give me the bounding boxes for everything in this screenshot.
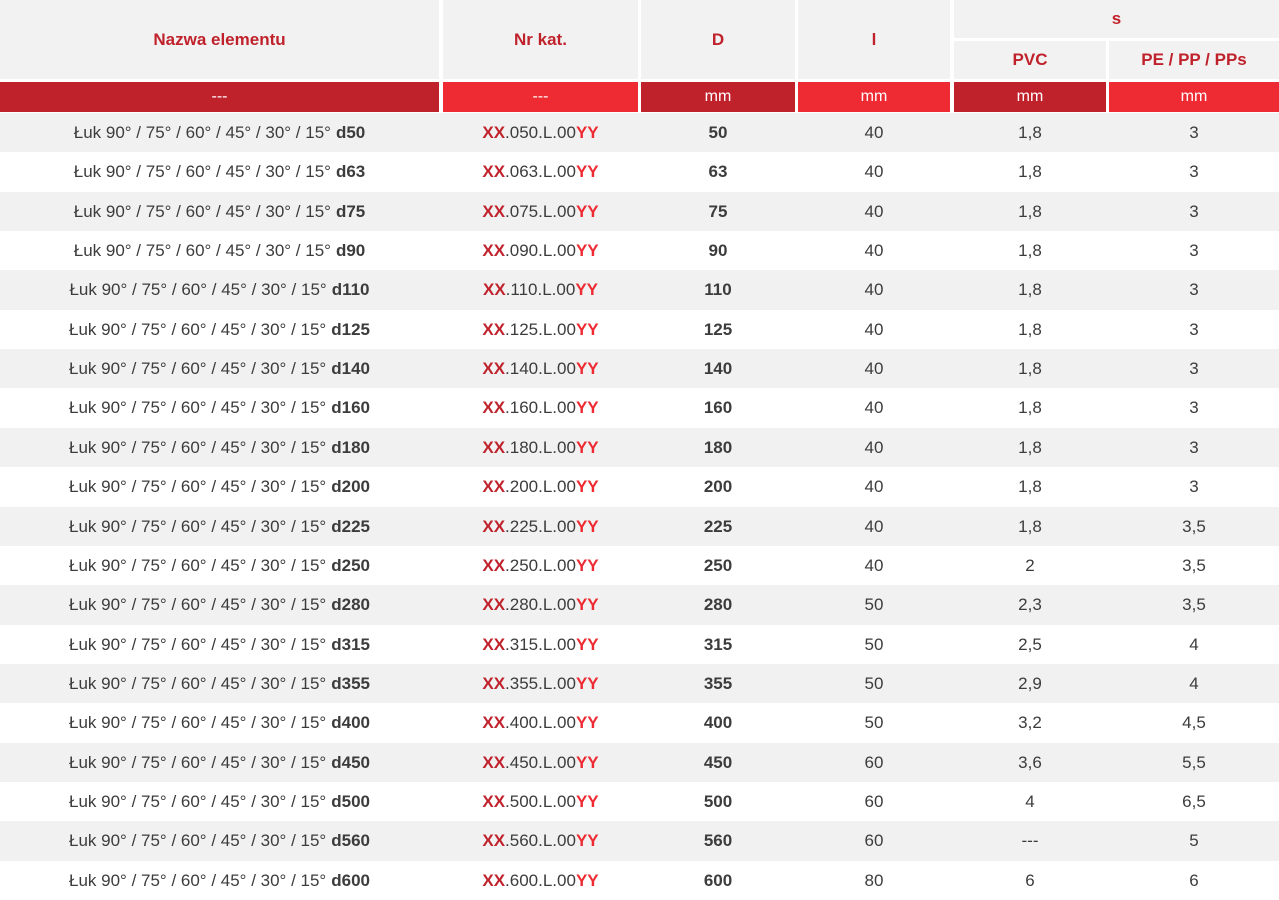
name-text: Łuk 90° / 75° / 60° / 45° / 30° / 15°: [69, 516, 327, 536]
code-suffix: YY: [575, 713, 599, 732]
name-text: Łuk 90° / 75° / 60° / 45° / 30° / 15°: [73, 201, 331, 221]
cell-pvc: 1,8: [1018, 516, 1042, 536]
code-prefix: XX: [482, 280, 506, 299]
code-prefix: XX: [482, 201, 506, 221]
cell-pe: 3: [1189, 437, 1199, 457]
code-mid: .110.L.00: [505, 280, 576, 299]
cell-name: [0, 192, 439, 231]
name-text: Łuk 90° / 75° / 60° / 45° / 30° / 15°: [69, 831, 327, 850]
diameter-label: d63: [335, 162, 366, 181]
cell-l: 40: [864, 240, 884, 260]
header-pe: PE / PP / PPs: [1109, 41, 1279, 79]
code-mid: .160.L.00: [505, 398, 576, 417]
code-prefix: XX: [482, 398, 506, 417]
unit-nrkat: ---: [443, 82, 638, 112]
code-mid: .355.L.00: [505, 673, 576, 693]
code-mid: .450.L.00: [505, 752, 576, 772]
diameter-label: d400: [331, 713, 370, 732]
name-text: Łuk 90° / 75° / 60° / 45° / 30° / 15°: [69, 437, 327, 457]
code-prefix: XX: [482, 831, 506, 850]
cell-d: 160: [703, 398, 733, 417]
cell-catalog-number: [443, 467, 638, 507]
code-mid: .600.L.00: [505, 870, 576, 890]
diameter-label: d90: [335, 240, 366, 260]
cell-pvc: 2,3: [1018, 595, 1042, 614]
code-suffix: YY: [575, 752, 599, 772]
cell-catalog-number: [443, 113, 638, 152]
cell-name: [0, 388, 439, 428]
name-text: Łuk 90° / 75° / 60° / 45° / 30° / 15°: [69, 319, 327, 339]
cell-name: [0, 743, 439, 782]
cell-catalog-number: [443, 349, 638, 388]
name-text: Łuk 90° / 75° / 60° / 45° / 30° / 15°: [69, 358, 327, 378]
code-mid: .050.L.00: [505, 122, 576, 142]
header-l: l: [798, 0, 950, 79]
cell-l: 40: [864, 398, 884, 417]
diameter-label: d200: [331, 477, 370, 496]
cell-catalog-number: [443, 546, 638, 585]
name-text: Łuk 90° / 75° / 60° / 45° / 30° / 15°: [69, 477, 327, 496]
cell-name: [0, 782, 439, 821]
diameter-label: d160: [331, 398, 370, 417]
code-mid: .090.L.00: [505, 240, 576, 260]
cell-d: 90: [708, 240, 728, 260]
cell-l: 50: [864, 673, 884, 693]
diameter-label: d75: [335, 201, 366, 221]
cell-catalog-number: [443, 782, 638, 821]
cell-l: 60: [864, 831, 884, 850]
cell-catalog-number: [443, 861, 638, 900]
cell-d: 63: [708, 162, 728, 181]
cell-catalog-number: [443, 585, 638, 625]
diameter-label: d110: [331, 280, 370, 299]
cell-pe: 4: [1189, 673, 1199, 693]
cell-catalog-number: [443, 310, 638, 349]
cell-pe: 3: [1189, 280, 1199, 299]
cell-l: 40: [864, 162, 884, 181]
cell-catalog-number: [443, 507, 638, 546]
cell-pe: 3,5: [1182, 555, 1206, 575]
diameter-label: d125: [331, 319, 370, 339]
cell-pe: 3: [1189, 201, 1199, 221]
name-text: Łuk 90° / 75° / 60° / 45° / 30° / 15°: [69, 673, 327, 693]
code-prefix: XX: [482, 437, 506, 457]
cell-pe: 4,5: [1182, 713, 1206, 732]
code-suffix: YY: [575, 595, 599, 614]
name-text: Łuk 90° / 75° / 60° / 45° / 30° / 15°: [73, 162, 331, 181]
name-text: Łuk 90° / 75° / 60° / 45° / 30° / 15°: [69, 870, 327, 890]
cell-d: 110: [704, 280, 732, 299]
name-text: Łuk 90° / 75° / 60° / 45° / 30° / 15°: [69, 791, 327, 811]
cell-name: [0, 310, 439, 349]
code-mid: .225.L.00: [505, 516, 576, 536]
code-mid: .200.L.00: [505, 477, 576, 496]
code-prefix: XX: [482, 162, 506, 181]
code-mid: .315.L.00: [505, 634, 576, 654]
cell-pvc: 2: [1025, 555, 1035, 575]
code-prefix: XX: [482, 752, 506, 772]
code-mid: .280.L.00: [505, 595, 576, 614]
code-mid: .250.L.00: [505, 555, 576, 575]
cell-pvc: 1,8: [1018, 122, 1042, 142]
cell-catalog-number: [443, 743, 638, 782]
code-suffix: YY: [575, 437, 599, 457]
code-prefix: XX: [482, 634, 506, 654]
name-text: Łuk 90° / 75° / 60° / 45° / 30° / 15°: [69, 713, 327, 732]
cell-pvc: 3,2: [1018, 713, 1042, 732]
code-mid: .180.L.00: [505, 437, 576, 457]
header-s: s: [954, 0, 1279, 38]
name-text: Łuk 90° / 75° / 60° / 45° / 30° / 15°: [69, 595, 327, 614]
diameter-label: d180: [331, 437, 370, 457]
cell-l: 40: [864, 201, 884, 221]
code-mid: .500.L.00: [505, 791, 576, 811]
diameter-label: d355: [331, 673, 370, 693]
cell-pvc: 1,8: [1018, 319, 1042, 339]
cell-pe: 3: [1189, 358, 1199, 378]
code-prefix: XX: [482, 319, 506, 339]
cell-catalog-number: [443, 270, 638, 310]
cell-catalog-number: [443, 231, 638, 270]
code-mid: .400.L.00: [505, 713, 576, 732]
cell-d: 450: [703, 752, 733, 772]
unit-nazwa: ---: [0, 82, 439, 112]
cell-l: 60: [864, 791, 884, 811]
code-suffix: YY: [575, 673, 599, 693]
cell-d: 250: [703, 555, 733, 575]
cell-pe: 3: [1189, 162, 1199, 181]
cell-pe: 5: [1189, 831, 1199, 850]
cell-pvc: 6: [1025, 870, 1035, 890]
code-prefix: XX: [482, 870, 506, 890]
cell-pvc: 1,8: [1018, 437, 1042, 457]
diameter-label: d50: [335, 122, 366, 142]
header-nrkat: Nr kat.: [443, 0, 638, 79]
code-prefix: XX: [482, 595, 506, 614]
cell-pvc: 1,8: [1018, 358, 1042, 378]
header-nazwa: Nazwa elementu: [0, 0, 439, 79]
diameter-label: d450: [331, 752, 370, 772]
unit-d: mm: [641, 82, 795, 112]
cell-d: 140: [703, 358, 733, 378]
cell-d: 560: [703, 831, 733, 850]
cell-pe: 3: [1189, 122, 1199, 142]
cell-pvc: ---: [1021, 831, 1039, 850]
code-suffix: YY: [575, 240, 599, 260]
cell-l: 50: [864, 634, 884, 654]
cell-pvc: 4: [1025, 791, 1035, 811]
cell-pe: 4: [1189, 634, 1199, 654]
code-suffix: YY: [575, 555, 599, 575]
cell-l: 80: [864, 870, 884, 890]
cell-pvc: 1,8: [1018, 162, 1042, 181]
cell-l: 40: [864, 280, 884, 299]
unit-l: mm: [798, 82, 950, 112]
cell-name: [0, 585, 439, 625]
cell-name: [0, 231, 439, 270]
cell-name: [0, 821, 439, 861]
cell-l: 50: [864, 595, 884, 614]
cell-d: 400: [703, 713, 733, 732]
code-suffix: YY: [575, 162, 599, 181]
name-text: Łuk 90° / 75° / 60° / 45° / 30° / 15°: [73, 122, 331, 142]
code-suffix: YY: [575, 280, 598, 299]
cell-d: 600: [703, 870, 733, 890]
cell-name: [0, 703, 439, 743]
cell-pvc: 1,8: [1018, 398, 1042, 417]
code-suffix: YY: [575, 319, 599, 339]
name-text: Łuk 90° / 75° / 60° / 45° / 30° / 15°: [69, 280, 327, 299]
code-mid: .063.L.00: [505, 162, 576, 181]
diameter-label: d315: [331, 634, 370, 654]
unit-pvc: mm: [954, 82, 1106, 112]
cell-catalog-number: [443, 625, 638, 664]
cell-name: [0, 507, 439, 546]
code-mid: .075.L.00: [505, 201, 576, 221]
code-suffix: YY: [575, 870, 599, 890]
cell-catalog-number: [443, 428, 638, 467]
code-mid: .140.L.00: [505, 358, 576, 378]
cell-pe: 3: [1189, 477, 1199, 496]
cell-name: [0, 270, 439, 310]
cell-l: 60: [864, 752, 884, 772]
cell-pvc: 3,6: [1018, 752, 1042, 772]
cell-d: 180: [703, 437, 733, 457]
code-suffix: YY: [575, 358, 599, 378]
cell-l: 50: [864, 713, 884, 732]
cell-catalog-number: [443, 388, 638, 428]
cell-name: [0, 664, 439, 703]
cell-pe: 6: [1189, 870, 1199, 890]
code-prefix: XX: [482, 516, 506, 536]
diameter-label: d225: [331, 516, 370, 536]
cell-pvc: 1,8: [1018, 240, 1042, 260]
cell-catalog-number: [443, 703, 638, 743]
cell-pe: 5,5: [1182, 752, 1206, 772]
code-suffix: YY: [575, 122, 599, 142]
cell-d: 225: [703, 516, 733, 536]
code-prefix: XX: [482, 791, 506, 811]
cell-l: 40: [864, 555, 884, 575]
cell-d: 200: [703, 477, 733, 496]
cell-catalog-number: [443, 152, 638, 192]
cell-pe: 3: [1189, 319, 1199, 339]
cell-d: 125: [703, 319, 733, 339]
cell-l: 40: [864, 122, 884, 142]
cell-catalog-number: [443, 192, 638, 231]
diameter-label: d140: [331, 358, 370, 378]
name-text: Łuk 90° / 75° / 60° / 45° / 30° / 15°: [69, 752, 327, 772]
diameter-label: d280: [331, 595, 370, 614]
cell-name: [0, 428, 439, 467]
cell-d: 50: [708, 122, 728, 142]
cell-l: 40: [864, 358, 884, 378]
code-suffix: YY: [575, 516, 599, 536]
cell-pe: 3,5: [1182, 516, 1206, 536]
header-d: D: [641, 0, 795, 79]
cell-catalog-number: [443, 821, 638, 861]
cell-pe: 3,5: [1182, 595, 1206, 614]
name-text: Łuk 90° / 75° / 60° / 45° / 30° / 15°: [69, 555, 327, 575]
code-mid: .125.L.00: [505, 319, 576, 339]
cell-name: [0, 625, 439, 664]
code-prefix: XX: [482, 555, 506, 575]
cell-d: 315: [703, 634, 733, 654]
cell-l: 40: [864, 477, 884, 496]
name-text: Łuk 90° / 75° / 60° / 45° / 30° / 15°: [69, 398, 327, 417]
cell-pvc: 1,8: [1018, 477, 1042, 496]
cell-d: 75: [708, 201, 728, 221]
code-prefix: XX: [482, 713, 506, 732]
diameter-label: d600: [331, 870, 370, 890]
code-prefix: XX: [482, 673, 506, 693]
code-suffix: YY: [575, 831, 599, 850]
cell-catalog-number: [443, 664, 638, 703]
name-text: Łuk 90° / 75° / 60° / 45° / 30° / 15°: [73, 240, 331, 260]
code-prefix: XX: [482, 122, 506, 142]
cell-name: [0, 152, 439, 192]
name-text: Łuk 90° / 75° / 60° / 45° / 30° / 15°: [69, 634, 327, 654]
code-suffix: YY: [575, 201, 599, 221]
cell-l: 40: [864, 319, 884, 339]
cell-l: 40: [864, 516, 884, 536]
header-pvc: PVC: [954, 41, 1106, 79]
code-suffix: YY: [575, 398, 599, 417]
cell-name: [0, 467, 439, 507]
cell-pe: 3: [1189, 240, 1199, 260]
code-suffix: YY: [575, 634, 599, 654]
cell-pvc: 2,5: [1018, 634, 1042, 654]
cell-name: [0, 349, 439, 388]
code-mid: .560.L.00: [505, 831, 576, 850]
unit-pe: mm: [1109, 82, 1279, 112]
code-suffix: YY: [575, 791, 599, 811]
cell-name: [0, 546, 439, 585]
cell-d: 355: [703, 673, 733, 693]
diameter-label: d500: [331, 791, 370, 811]
cell-d: 500: [703, 791, 733, 811]
cell-l: 40: [864, 437, 884, 457]
cell-name: [0, 113, 439, 152]
code-suffix: YY: [575, 477, 599, 496]
cell-pvc: 1,8: [1018, 280, 1042, 299]
diameter-label: d250: [331, 555, 370, 575]
code-prefix: XX: [482, 358, 506, 378]
code-prefix: XX: [482, 477, 506, 496]
cell-pvc: 2,9: [1018, 673, 1042, 693]
cell-pe: 6,5: [1182, 791, 1206, 811]
cell-pe: 3: [1189, 398, 1199, 417]
cell-name: [0, 861, 439, 900]
cell-pvc: 1,8: [1018, 201, 1042, 221]
code-prefix: XX: [482, 240, 506, 260]
diameter-label: d560: [331, 831, 370, 850]
cell-d: 280: [703, 595, 733, 614]
